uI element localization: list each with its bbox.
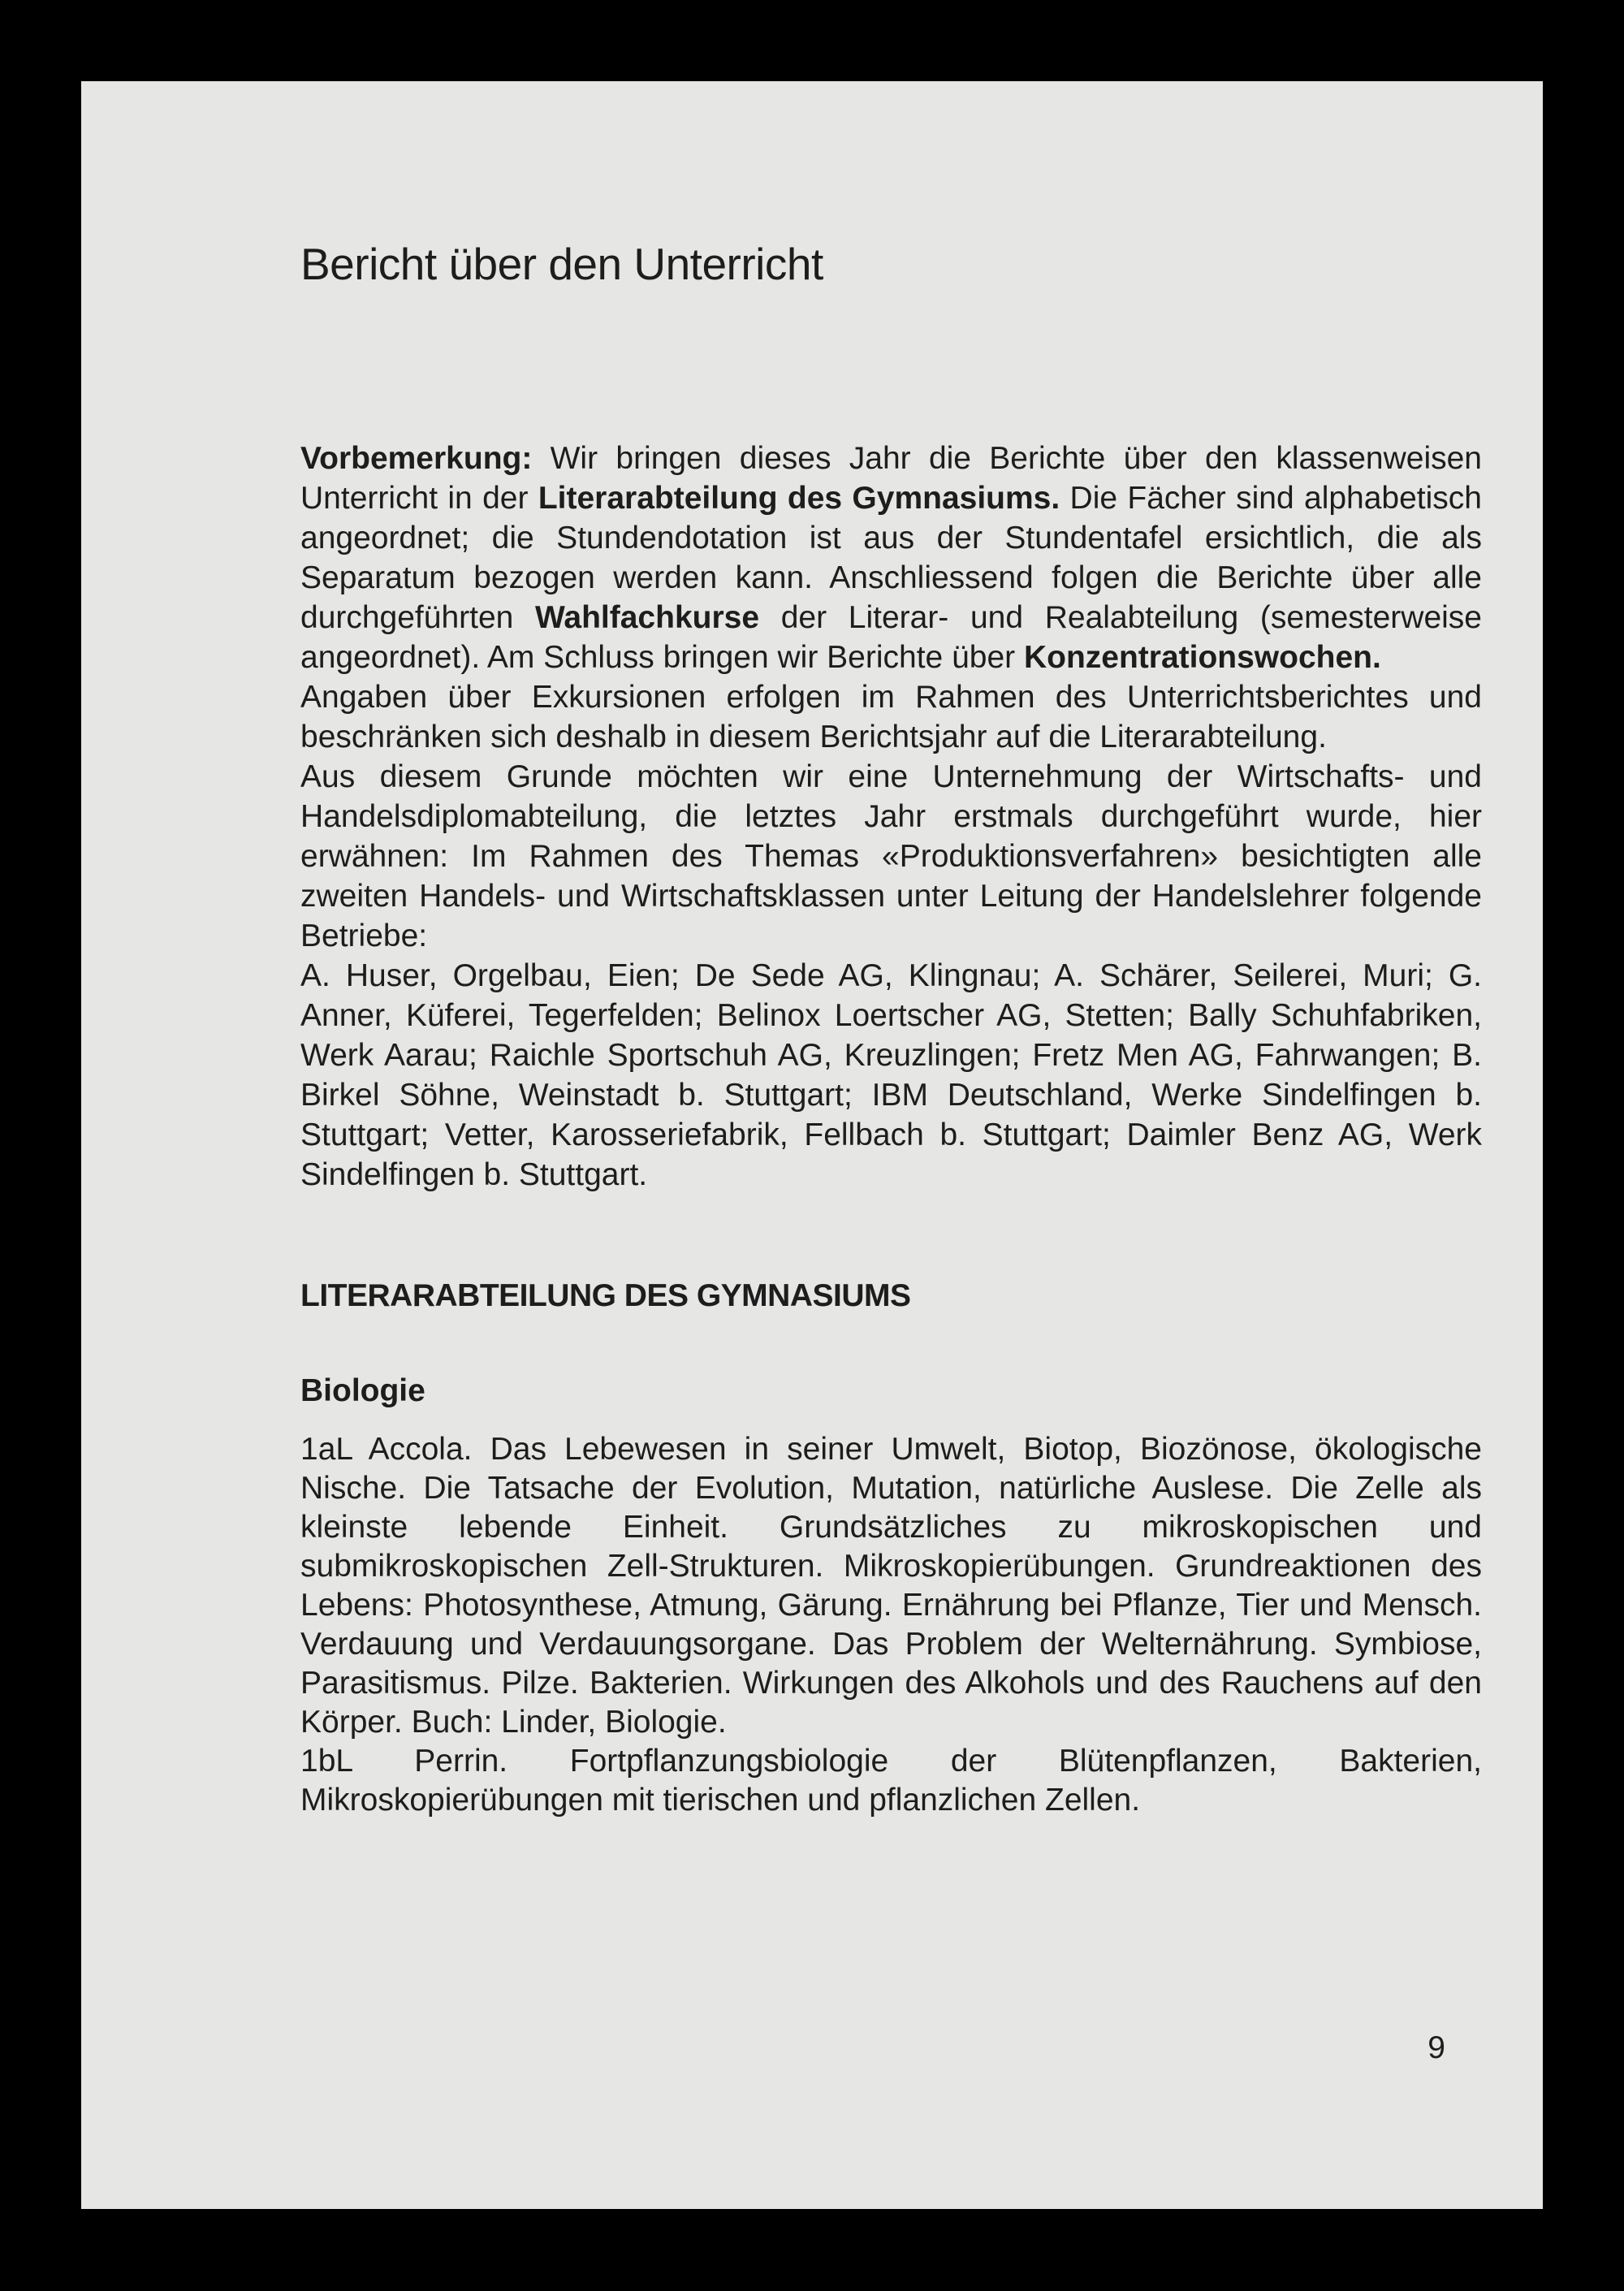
page-number: 9 [1427,2030,1445,2065]
intro-text-b: Die Fächer sind alphabetisch angeordnet; die Stundendotation ist aus der Stundentafel ersichtlich, die als Separatum bezogen werden kann. Anschliessend folgen die Berichte über alle durchgeführten [300,481,1483,635]
intro-section [300,439,1482,1195]
subject-entry-1aL: 1aL Accola. Das Lebewesen in seiner Umwelt, Biotop, Biozönose, ökologische Nische. Die Tatsache der Evolution, Mutation, natürliche Auslese. Die Zelle als kleinste lebende Einheit. Grundsätzliches zu mikroskopischen und submikroskopischen Zell-Strukturen. Mikroskopierübungen. Grundreaktionen des Lebens: Photosynthese, Atmung, Gärung. Ernährung bei Pflanze, Tier und Mensch. Verdauung und Verdauungsorgane. Das Problem der Welternährung. Symbiose, Parasitismus. Pilze. Bakterien. Wirkungen des Alkohols und des Rauchens auf den Körper. Buch: Linder, Biologie. [300,1432,1482,1740]
intro-paragraph-2: Angaben über Exkursionen erfolgen im Rahmen des Unterrichtsberichtes und beschränken sich deshalb in diesem Berichtsjahr auf die Literarabteilung. [300,680,1482,754]
document-page [81,81,1543,2209]
intro-lead-label: Vorbemerkung: [300,441,533,476]
intro-text-a: Wir bringen dieses Jahr die Berichte über den klassenweisen Unterricht in der [300,441,1482,516]
intro-paragraph-4: A. Huser, Orgelbau, Eien; De Sede AG, Klingnau; A. Schärer, Seilerei, Muri; G. Anner, Küferei, Tegerfelden; Belinox Loertscher AG, Stetten; Bally Schuhfabriken, Werk Aarau; Raichle Sportschuh AG, Kreuzlingen; Fretz Men AG, Fahrwangen; B. Birkel Söhne, Weinstadt b. Stuttgart; IBM Deutschland, Werke Sindelfingen b. Stuttgart; Vetter, Karosseriefabrik, Fellbach b. Stuttgart; Daimler Benz AG, Werk Sindelfingen b. Stuttgart. [300,958,1482,1192]
intro-bold-wahlfachkurse: Wahlfachkurse [535,600,760,635]
subject-entry-1bL: 1bL Perrin. Fortpflanzungsbiologie der Blütenpflanzen, Bakterien, Mikroskopierübungen mit tierischen und pflanzlichen Zellen. [300,1744,1482,1818]
page-content [300,236,1482,1820]
subject-body [300,1430,1482,1820]
intro-bold-literarabteilung: Literarabteilung des Gymnasiums. [538,481,1060,516]
intro-bold-konzentrationswochen: Konzentrationswochen. [1023,640,1381,675]
intro-text-c: der Literar- und Realabteilung (semesterweise angeordnet). Am Schluss bringen wir Berichte über [300,600,1482,675]
section-heading: LITERARABTEILUNG DES GYMNASIUMS [300,1278,911,1313]
intro-paragraph-1 [300,439,1482,677]
page-title: Bericht über den Unterricht [300,239,823,289]
intro-paragraph-3: Aus diesem Grunde möchten wir eine Unternehmung der Wirtschafts- und Handelsdiplomabteilung, die letztes Jahr erstmals durchgeführt wurde, hier erwähnen: Im Rahmen des Themas «Produktionsverfahren» besichtigten alle zweiten Handels- und Wirtschaftsklassen unter Leitung der Handelslehrer folgende Betriebe: [300,759,1482,953]
subject-heading: Biologie [300,1373,425,1408]
